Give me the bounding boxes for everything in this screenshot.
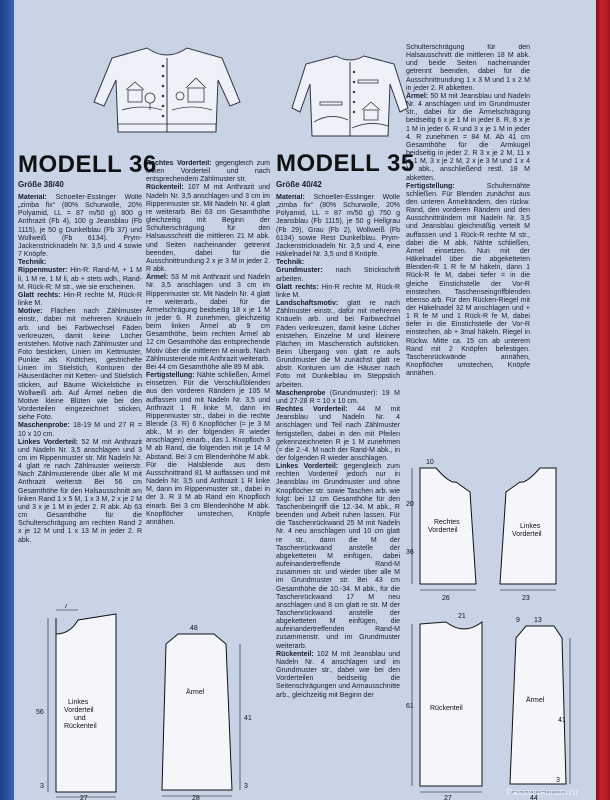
d-23: 23 — [522, 595, 530, 602]
label: Motive: — [18, 308, 43, 316]
text: Flächen nach Zählmuster einstr., dabei mit mehreren Knäueln arb. und bei Farbwechsel Fäden verkreuzen, damit keine Löcher entstehen. Motive nach Zählmuster und Foto besticken, Linien im Kettmuster, Punkte als Knötchen, gestrichelte Linien im Stielstich, Konturen der Häuserdächer mit Ketten- und Stielstich sticken, auf Bäume Wickelstiche in Wollweiß arb. Auf Ärmel neben die Motive kleine Blüten wie bei den Vorderteilen eingezeichnet sticken, siehe Foto. — [18, 308, 142, 422]
label: Glatt rechts: — [18, 291, 61, 299]
d-61: 61 — [406, 703, 414, 710]
text: (Grundmuster): 19 M und 27-28 R = 10 x 10 cm. — [276, 389, 400, 405]
d-44: 44 — [530, 795, 538, 800]
text: gegengleich zum linken Vorderteil und nach entsprechendem Zählmuster str. — [146, 160, 270, 184]
label-lv-1: Linkes — [520, 523, 541, 530]
model-36-instructions-col2 — [146, 160, 270, 598]
dim-28: 28 — [192, 795, 200, 800]
label-rk: Rückenteil — [430, 705, 463, 712]
model-35-title: MODELL 35 — [276, 150, 415, 177]
text: 18-19 M und 27 R = 10 x 10 cm. — [18, 422, 142, 438]
model-36-size: Größe 38/40 — [18, 180, 64, 189]
model-35-size: Größe 40/42 — [276, 180, 322, 189]
model-36-title: MODELL 36 — [18, 151, 157, 178]
text: nach Strickschrift arbeiten. — [276, 267, 400, 283]
label: Technik: — [276, 259, 305, 267]
label: Grundmuster: — [276, 267, 323, 275]
text: glatt re nach Zählmuster einstr., dafür mit mehreren Knäueln arb. und bei Farbwechsel Fäden verkreuzen, damit keine Löcher entstehen. Einzelne M und kleinere Flächen im Maschenstich aufsticken. Beim Übergang von glatt re aufs Grundmuster die M zunächst glatt re abstr. Konturen um die Häuser nach Foto mit Dunkelblau im Steppstich arbeiten. — [276, 300, 400, 389]
label: Rechtes Vorderteil: — [146, 160, 212, 167]
label: Ärmel: — [406, 92, 429, 100]
label: Maschenprobe: — [18, 422, 70, 430]
d-36: 36 — [406, 549, 414, 556]
page-spine — [0, 0, 14, 800]
model-35-instructions-col1 — [276, 194, 400, 790]
text: Hin-R rechte M, Rück-R linke M. — [276, 283, 400, 299]
dim-56: 56 — [36, 709, 44, 716]
d-21: 21 — [458, 613, 466, 620]
dim-48: 48 — [190, 625, 198, 632]
text: 107 M mit Anthrazit und Nadeln Nr. 3,5 anschlagen und 3 cm im Rippenmuster str. Mit Nadeln Nr. 4 glatt re weiterarb. Bei 63 cm Gesamthöhe gleichzeitig mit Beginn der Schulterschrägung für den Halsausschnitt die mittleren 21 M abk. und Seiten nacheinander getrennt beenden, dabei für die Ausschnittrundung 2 x je 3 M in jeder 2. R abk. — [146, 184, 270, 274]
label: Rechtes Vorderteil: — [276, 406, 348, 414]
d-9: 9 — [516, 617, 520, 624]
watermark: PassionForum.ru — [506, 787, 578, 797]
label-front-1: Linkes — [68, 699, 89, 706]
label-front-4: Rückenteil — [64, 723, 97, 730]
label: Glatt rechts: — [276, 283, 319, 291]
label-front-2: Vorderteil — [64, 707, 94, 714]
label: Material: — [18, 194, 47, 201]
d-10: 10 — [426, 459, 434, 466]
dim-3b: 3 — [244, 783, 248, 790]
model-36-schematics — [16, 604, 270, 800]
model-36-instructions-col1 — [18, 194, 142, 596]
d-13: 13 — [534, 617, 542, 624]
cardigan-sketch-model-36 — [92, 40, 242, 140]
label: Rückenteil: — [146, 184, 184, 192]
dim-7: 7 — [64, 604, 68, 610]
label-sleeve: Ärmel — [186, 689, 205, 696]
jacket-sketch-model-35 — [290, 50, 410, 142]
text: 52 M mit Anthrazit und Nadeln Nr. 3,5 anschlagen und 3 cm im Rippenmuster str. Mit Nadeln Nr. 4 glatt re nach Zählmuster weiterstr. Nach Zählmusterende über alle M mit Anthrazit weiterstr. Bei 56 cm Gesamthöhe für den Halsausschnitt am linken Rand 1 x 5 M, 1 x 3 M, 2 x je 2 M und 3 x je 1 M in jeder 2. R abk. Ab 63 cm Gesamthöhe für die Schulterschrägung am rechten Rand 2 x je 12 M und 1 x 13 M in jeder 2. R abk. — [18, 438, 142, 544]
model-35-schematics — [406, 454, 576, 800]
label: Linkes Vorderteil: — [18, 438, 79, 446]
label: Linkes Vorderteil: — [276, 463, 339, 471]
label: Rückenteil: — [276, 650, 314, 658]
text: Schulternähte schließen. Für Blenden zunächst aus den unteren Ärmelrändern, den rückw. Rand, den vorderen Rändern und den Ausschnitträndern mit Nadeln Nr. 3,5 und Jeansblau gleichmäßig verteilt M auffassen und 1 Rück-R rechte M str., dabei die M abk. Nähte schließen, Ärmel einsetzen. Nun mit der Häkelnadel über die abgeketteten Blenden-R 1 R fe M häkeln, dann 1 Rück-R fe M, dabei tiefer = in die gleiche Einstichstelle der Vor-R einstechen. Taschenseingriffblenden ebenso arb. Für den Rücken-Riegel mit der Häkelnadel 32 M anschlagen und + 1 R fe M und 1 Rück-R fe M, dabei tiefer in die Einstichstelle der Vor-R einstechen, ab + 3mal häkeln. Riegel in Rückw. Mitte ca. 15 cm ab unterem Rand mit 2 Knöpfen befestigen. Taschenrückwände annähen, Knopflöcher umstechen, Knöpfe annähen. — [406, 182, 530, 378]
text: Hin-R: Rand-M, + 1 M li, 1 M re, 1 M li, ab + stets wdh., Rand-M. Rück-R: M str., wie sie erscheinen. — [18, 267, 142, 291]
d-27: 27 — [444, 795, 452, 800]
magazine-page — [14, 0, 596, 800]
text: 53 M mit Anthrazit und Nadeln Nr. 3,5 anschlagen und 3 cm im Rippenmuster str. Mit Nadeln Nr. 4 glatt re weiterarb., dabei für die Ärmelschrägung beidseitig 18 x je 1 M in jeder 6. R zunehmen, gleichzeitig beim linken Ärmel ab 9 cm Gesamthöhe, beim rechten Ärmel ab 12 cm Gesamthöhe das entsprechende Motiv über die mittleren M einarb. Nach Zählmusterende mit Anthrazit weiterarb. Bei 44 cm Gesamthöhe alle 89 M abk. — [146, 274, 270, 371]
label: Maschenprobe — [276, 389, 326, 397]
label: Fertigstellung: — [146, 372, 195, 380]
text: Schoeller-Esslinger Wolle „zimba fix“ (80% Schurwolle, 20% Polyamid, LL = 87 m/50 g) 800 g Anthrazit (Fb 4), 100 g Jeansblau (Fb 1115), je 50 g Dunkelblau (Fb 37) und Wollweiß (Fb 6134). Prym-Jackenstricknadeln Nr. 3,5 und 4 sowie 7 Knöpfe. — [18, 194, 142, 259]
dim-41: 41 — [244, 715, 252, 722]
text: Schulterschrägung für den Halsausschnitt die mittleren 18 M abk. und beide Seiten nacheinander getrennt beenden, dabei für die Ausschnittrundung 1 x 3 M und 1 x 2 M in jeder 2. R abketten. — [406, 44, 530, 92]
d-26: 26 — [442, 595, 450, 602]
d-3: 3 — [556, 777, 560, 784]
dim-27: 27 — [80, 795, 88, 800]
text: Schoeller-Esslinger Wolle „zimba fix“ (80% Schurwolle, 20% Polyamid, LL = 87 m/50 g) 750 g Jeansblau (Fb 1115), je 50 g Hellgrau (Fb 29), Grau (Fb 2), Wollweiß (Fb 6134) sowie Rest Dunkelblau. Prym-Jackenstricknadeln Nr. 3,5 und 4, eine Häkelnadel Nr. 3,5 und 8 Knöpfe. — [276, 194, 400, 259]
dim-3: 3 — [40, 783, 44, 790]
d-20: 20 — [406, 501, 414, 508]
label: Fertigstellung: — [406, 182, 455, 190]
label: Technik: — [18, 259, 47, 267]
label-lv-2: Vorderteil — [512, 531, 542, 538]
label: Rippenmuster: — [18, 267, 68, 275]
label: Landschaftsmotiv: — [276, 300, 339, 308]
text: 44 M mit Jeansblau und Nadeln Nr. 4 anschlagen und Teil nach Zählmuster fertigstellen, dabei in den mit Pfeilen gekennzeichneten R je 1 M zunehmen (= die 2.-4. M nach der Rand-M abk., in der folgenden R wieder anschlagen. — [276, 406, 400, 462]
model-35-instructions-col2 — [406, 44, 530, 448]
label-front-3: und — [74, 715, 86, 722]
label-rv-1: Rechtes — [434, 519, 460, 526]
text: Hin-R rechte M, Rück-R linke M. — [18, 291, 142, 308]
label-ar: Ärmel — [526, 697, 545, 704]
label: Ärmel: — [146, 274, 169, 282]
text: gegengleich zum rechten Vorderteil jedoch nur in Jeansblau im Grundmuster und ohne Knopflöcher str. sowie Taschen arb. wie folgt: bei 12 cm Gesamthöhe für den Taschenbeingriff die 12.-34. M abk., R beenden und Arbeit ruhen lassen. Für die Taschenrückwand 25 M mit Nadeln Nr. 4 neu anschlagen und 10 cm glatt re str., dann die M der Taschenrückwand anstelle der abgeketteten M einfügen, dabei aufeinandertreffende Rand-M zusammen str. und wieder über alle M im Grundmuster str. Bei 43 cm Gesamthöhe die 10.-34. M abk., für die Taschenrückwand 17 M neu anschlagen und 8 cm glatt re str. M der Taschenrückwand anstelle der abgeketteten M einfügen, die aufeinandertreffenden Rand-M zusammenstr. und im Grundmuster weiterarb. — [276, 463, 400, 650]
text: 50 M mit Jeansblau und Nadeln Nr. 4 anschlagen und im Grundmuster str., dabei für die Ärmelschrägung beidseitig 6 x je 1 M in jeder 8. R, 8 x je 1 M in jeder 6. R und 3 x je 1 M in jeder 4. R zunehmen = 84 M. Ab 41 cm Gesamthöhe für die Armkugel beidseitig in jeder 2. R 3 x je 2 M, 11 x je 1 M, 3 x je 2 M, 2 x je 3 M und 1 x 4 M abk., anschließend restl. 18 M abketten. — [406, 92, 530, 182]
page-edge-red — [596, 0, 610, 800]
d-41: 41 — [558, 717, 566, 724]
text: 102 M mit Jeansblau und Nadeln Nr. 4 anschlagen und im Grundmuster str., dabei wie bei den Vorderteilen beidseitig die Seitenschrägungen und Armausschnitte arb., gleichzeitig mit Beginn der — [276, 650, 400, 699]
label-rv-2: Vorderteil — [428, 527, 458, 534]
label: Material: — [276, 194, 305, 201]
text: Nähte schließen, Ärmel einsetzen. Für die Verschlußblenden aus den vorderen Rändern je 105 M auffassen und mit Nadeln Nr. 3,5 und Anthrazit 1 R linke M, dann im Rippenmuster str., dabei in die rechte Blende (3. R) 6 Knopflöcher (= je 3 M abk., M in der folgenden R wieder anschlagen) einarb., das 1. Knopfloch 3 M ab Rand, die folgenden mit je 14 M Abstand. Bei 3 cm Blendenhöhe M abk. Für die Halsblende aus dem Ausschnittrand 81 M auffassen und mit Nadeln Nr. 3,5 und Anthrazit 1 R linke M, dann im Rippenmuster str., dabei in der 3. R 3 M ab Rand ein Knopfloch einarb. Bei 3 cm Blendenhöhe M abk. Knopflöcher umstechen, Knöpfe annähen. — [146, 372, 270, 526]
